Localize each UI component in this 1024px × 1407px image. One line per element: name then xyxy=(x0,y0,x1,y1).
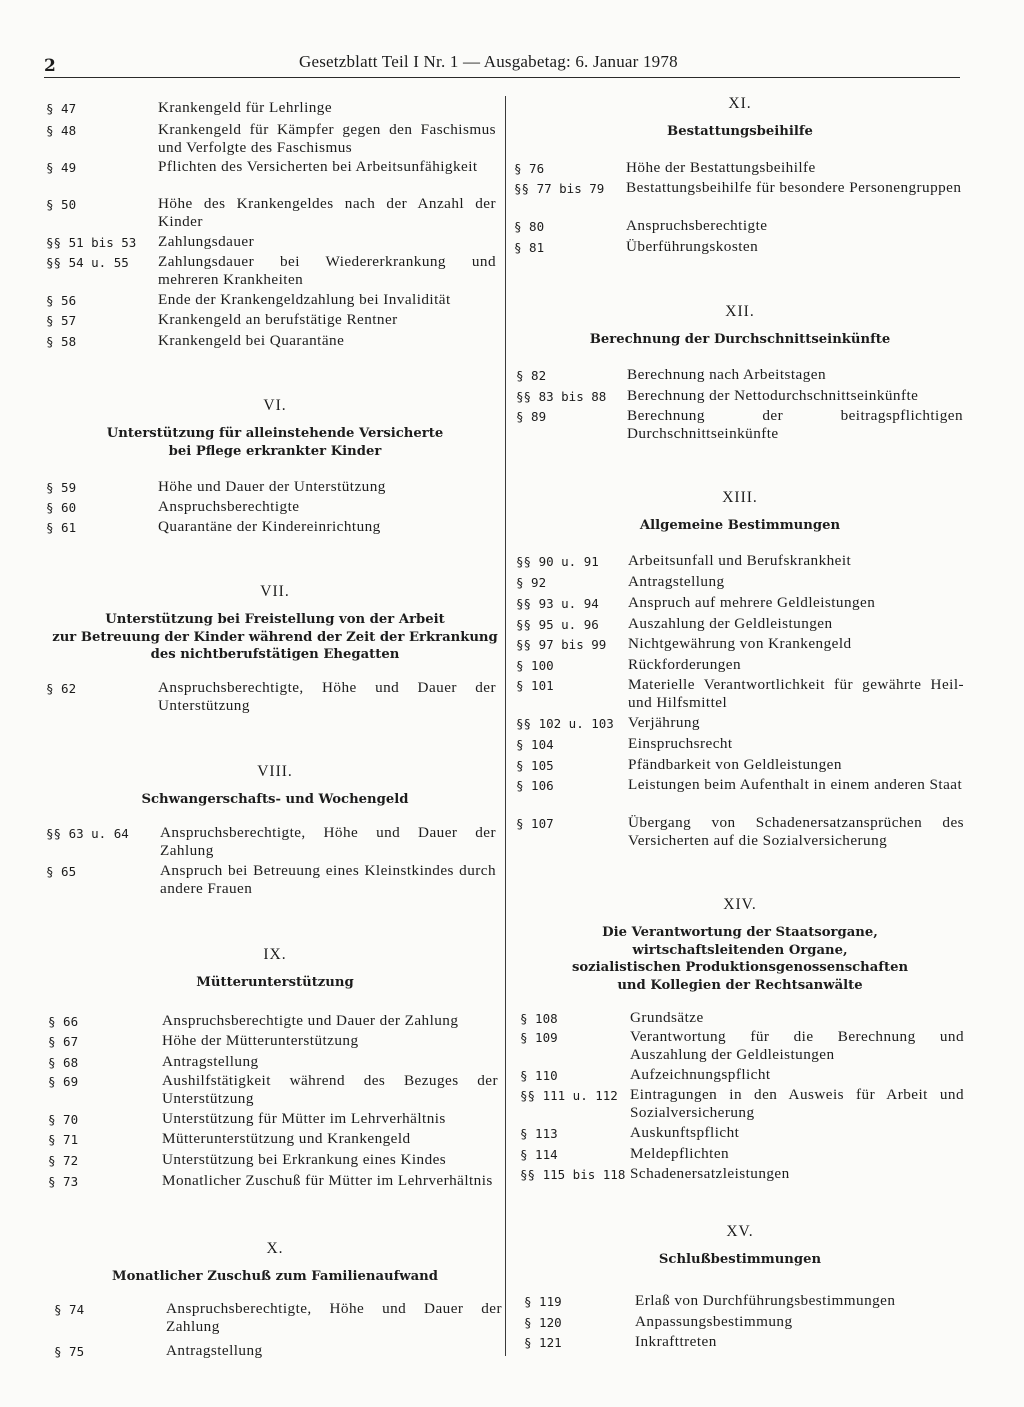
section-number: § 75 xyxy=(54,1344,85,1359)
section-number: § 66 xyxy=(48,1014,79,1029)
heading-part-x xyxy=(50,1240,500,1286)
section-number: § 74 xyxy=(54,1302,85,1317)
header-rule xyxy=(44,77,960,78)
section-number: §§ 90 u. 91 xyxy=(516,554,599,569)
section-title: Krankengeld für Lehrlinge xyxy=(158,99,333,116)
section-title: Auskunftspflicht xyxy=(630,1124,740,1141)
heading-part-vi xyxy=(50,397,500,460)
section-number: § 58 xyxy=(46,334,77,349)
section-number: § 47 xyxy=(46,101,77,116)
section-number: § 104 xyxy=(516,737,554,752)
section-title: Inkrafttreten xyxy=(635,1333,717,1350)
section-title: Überführungskosten xyxy=(626,238,759,255)
part-number: VI. xyxy=(263,397,287,414)
section-number: §§ 102 u. 103 xyxy=(516,716,614,731)
section-title: Höhe der Mütterunterstützung xyxy=(162,1032,359,1049)
section-number: § 48 xyxy=(46,123,77,138)
part-number: VII. xyxy=(260,583,290,600)
section-number: §§ 51 bis 53 xyxy=(46,235,137,250)
section-title: Meldepflichten xyxy=(630,1145,730,1162)
section-title: Übergang von Schadenersatzansprüchen des Versicherten auf die Sozialversicherung xyxy=(628,814,964,849)
section-title: Nichtgewährung von Krankengeld xyxy=(628,635,852,652)
section-number: § 107 xyxy=(516,816,554,831)
section-number: § 101 xyxy=(516,678,554,693)
section-title: Anspruch bei Betreuung eines Kleinstkindes durch andere Frauen xyxy=(160,862,496,897)
section-title: Materielle Verantwortlichkeit für gewährte Heil- und Hilfsmittel xyxy=(628,676,964,711)
part-number: XIV. xyxy=(723,896,757,913)
section-number: § 109 xyxy=(520,1030,558,1045)
section-number: § 68 xyxy=(48,1055,79,1070)
section-number: § 106 xyxy=(516,778,554,793)
section-title: Monatlicher Zuschuß für Mütter im Lehrverhältnis xyxy=(162,1172,493,1189)
section-number: § 76 xyxy=(514,161,545,176)
section-number: § 67 xyxy=(48,1034,79,1049)
section-number: § 92 xyxy=(516,575,547,590)
section-number: §§ 63 u. 64 xyxy=(46,826,129,841)
section-number: § 56 xyxy=(46,293,77,308)
section-title: Berechnung nach Arbeitstagen xyxy=(627,366,827,383)
section-number: § 89 xyxy=(516,409,547,424)
section-title: Anpassungsbestimmung xyxy=(635,1313,793,1330)
heading-part-viii xyxy=(50,763,500,809)
section-number: §§ 115 bis 118 xyxy=(520,1167,626,1182)
section-number: § 113 xyxy=(520,1126,558,1141)
section-number: § 60 xyxy=(46,500,77,515)
section-number: § 65 xyxy=(46,864,77,879)
section-title: Schadenersatzleistungen xyxy=(630,1165,790,1182)
part-title: Berechnung der Durchschnittseinkünfte xyxy=(589,332,891,347)
heading-part-ix xyxy=(50,946,500,992)
section-title: Anspruchsberechtigte, Höhe und Dauer der Unterstützung xyxy=(158,679,496,714)
part-title: Schlußbestimmungen xyxy=(658,1252,822,1267)
section-title: Anspruchsberechtigte xyxy=(158,498,300,515)
section-title: Antragstellung xyxy=(166,1342,263,1359)
part-number: IX. xyxy=(263,946,287,963)
section-title: Höhe der Bestattungsbeihilfe xyxy=(626,159,816,176)
section-title: Pfändbarkeit von Geldleistungen xyxy=(628,756,842,773)
part-title: Unterstützung bei Freistellung von der Arbeit zur Betreuung der Kinder während der Zeit der Erkrankung des nichtberufstätigen Ehegatten xyxy=(52,612,498,662)
heading-part-xii xyxy=(520,303,960,349)
column-divider xyxy=(505,96,506,1356)
section-number: § 121 xyxy=(524,1335,562,1350)
section-title: Quarantäne der Kindereinrichtung xyxy=(158,518,381,535)
section-number: § 72 xyxy=(48,1153,79,1168)
section-title: Verjährung xyxy=(628,714,700,731)
part-number: XI. xyxy=(728,95,752,112)
section-title: Bestattungsbeihilfe für besondere Personengruppen xyxy=(626,179,962,196)
section-number: § 73 xyxy=(48,1174,79,1189)
heading-part-xiii xyxy=(520,489,960,535)
section-number: § 120 xyxy=(524,1315,562,1330)
section-number: § 119 xyxy=(524,1294,562,1309)
section-number: § 70 xyxy=(48,1112,79,1127)
section-title: Mütterunterstützung und Krankengeld xyxy=(162,1130,411,1147)
section-number: § 110 xyxy=(520,1068,558,1083)
section-title: Antragstellung xyxy=(628,573,725,590)
section-number: § 114 xyxy=(520,1147,558,1162)
section-number: § 81 xyxy=(514,240,545,255)
section-number: § 82 xyxy=(516,368,547,383)
section-title: Krankengeld an berufstätige Rentner xyxy=(158,311,398,328)
section-number: §§ 111 u. 112 xyxy=(520,1088,618,1103)
section-number: §§ 93 u. 94 xyxy=(516,596,599,611)
section-title: Unterstützung bei Erkrankung eines Kindes xyxy=(162,1151,447,1168)
part-number: XII. xyxy=(725,303,755,320)
section-title: Anspruchsberechtigte xyxy=(626,217,768,234)
section-title: Arbeitsunfall und Berufskrankheit xyxy=(628,552,852,569)
section-title: Verantwortung für die Berechnung und Auszahlung der Geldleistungen xyxy=(630,1028,964,1063)
part-title: Mütterunterstützung xyxy=(196,975,354,990)
section-number: § 49 xyxy=(46,160,77,175)
section-number: § 108 xyxy=(520,1011,558,1026)
part-number: XIII. xyxy=(722,489,758,506)
part-number: XV. xyxy=(726,1223,754,1240)
part-title: Unterstützung für alleinstehende Versicherte bei Pflege erkrankter Kinder xyxy=(106,426,444,459)
section-title: Antragstellung xyxy=(162,1053,259,1070)
section-title: Pflichten des Versicherten bei Arbeitsunfähigkeit xyxy=(158,158,478,175)
part-title: Bestattungsbeihilfe xyxy=(667,124,813,139)
section-title: Einspruchsrecht xyxy=(628,735,733,752)
section-number: § 59 xyxy=(46,480,77,495)
section-number: §§ 83 bis 88 xyxy=(516,389,607,404)
part-title: Schwangerschafts- und Wochengeld xyxy=(141,792,409,807)
section-title: Anspruchsberechtigte und Dauer der Zahlung xyxy=(162,1012,459,1029)
heading-part-xi xyxy=(520,95,960,141)
section-number: § 71 xyxy=(48,1132,79,1147)
section-title: Zahlungsdauer bei Wiedererkrankung und mehreren Krankheiten xyxy=(158,253,496,288)
section-number: §§ 95 u. 96 xyxy=(516,617,599,632)
section-title: Anspruchsberechtigte, Höhe und Dauer der Zahlung xyxy=(160,824,496,859)
heading-part-xiv xyxy=(520,896,960,994)
section-title: Anspruch auf mehrere Geldleistungen xyxy=(628,594,876,611)
section-title: Aufzeichnungspflicht xyxy=(630,1066,771,1083)
section-title: Auszahlung der Geldleistungen xyxy=(628,615,833,632)
section-title: Krankengeld bei Quarantäne xyxy=(158,332,345,349)
section-number: § 69 xyxy=(48,1074,79,1089)
section-title: Aushilfstätigkeit während des Bezuges der Unterstützung xyxy=(162,1072,498,1107)
section-title: Berechnung der beitragspflichtigen Durchschnittseinkünfte xyxy=(627,407,963,442)
section-title: Erlaß von Durchführungsbestimmungen xyxy=(635,1292,896,1309)
part-number: VIII. xyxy=(257,763,293,780)
section-title: Ende der Krankengeldzahlung bei Invalidität xyxy=(158,291,451,308)
section-title: Höhe des Krankengeldes nach der Anzahl der Kinder xyxy=(158,195,496,230)
heading-part-vii xyxy=(50,583,500,664)
section-title: Berechnung der Nettodurchschnittseinkünfte xyxy=(627,387,919,404)
section-number: §§ 77 bis 79 xyxy=(514,181,605,196)
section-number: §§ 54 u. 55 xyxy=(46,255,129,270)
section-title: Leistungen beim Aufenthalt in einem anderen Staat xyxy=(628,776,963,793)
part-number: X. xyxy=(266,1240,284,1257)
section-number: § 61 xyxy=(46,520,77,535)
section-title: Grundsätze xyxy=(630,1009,704,1026)
section-number: § 105 xyxy=(516,758,554,773)
section-number: § 57 xyxy=(46,313,77,328)
heading-part-xv xyxy=(520,1223,960,1269)
section-number: §§ 97 bis 99 xyxy=(516,637,607,652)
page-number: 2 xyxy=(44,56,56,76)
section-title: Unterstützung für Mütter im Lehrverhältnis xyxy=(162,1110,446,1127)
section-title: Krankengeld für Kämpfer gegen den Faschismus und Verfolgte des Faschismus xyxy=(158,121,496,156)
part-title: Allgemeine Bestimmungen xyxy=(639,518,841,533)
section-title: Höhe und Dauer der Unterstützung xyxy=(158,478,386,495)
section-number: § 62 xyxy=(46,681,77,696)
part-title: Die Verantwortung der Staatsorgane, wirtschaftsleitenden Organe, sozialistischen Produktionsgenossenschaften und Kollegien der Rechtsanwälte xyxy=(571,925,909,993)
section-number: § 50 xyxy=(46,197,77,212)
section-title: Zahlungsdauer xyxy=(158,233,255,250)
section-title: Anspruchsberechtigte, Höhe und Dauer der Zahlung xyxy=(166,1300,502,1335)
section-title: Rückforderungen xyxy=(628,656,742,673)
section-title: Eintragungen in den Ausweis für Arbeit und Sozialversicherung xyxy=(630,1086,964,1121)
section-number: § 100 xyxy=(516,658,554,673)
part-title: Monatlicher Zuschuß zum Familienaufwand xyxy=(112,1269,438,1284)
section-number: § 80 xyxy=(514,219,545,234)
running-head: Gesetzblatt Teil I Nr. 1 — Ausgabetag: 6. Januar 1978 xyxy=(299,52,678,71)
